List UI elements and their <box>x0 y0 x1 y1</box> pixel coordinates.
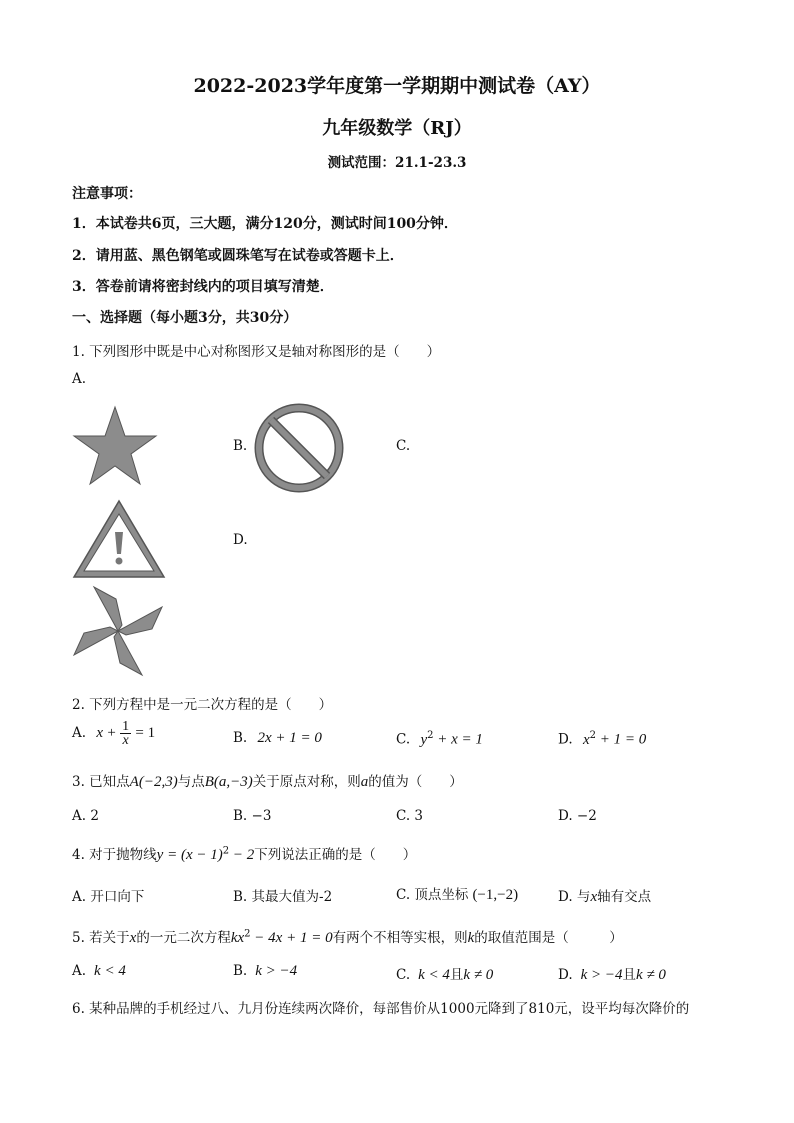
exam-subtitle: 九年级数学（RJ） <box>322 118 472 139</box>
q1-option-a-label: A. <box>72 371 87 387</box>
q2-option-d: D. $x^2 + 1 = 0$ <box>558 730 647 748</box>
q1-stem: 1. 下列图形中既是中心对称图形又是轴对称图形的是（ ） <box>72 344 441 360</box>
q3-option-b: B. −3 <box>233 808 272 824</box>
q5-option-a: A. k < 4 <box>72 963 126 979</box>
test-range: 测试范围：21.1-23.3 <box>327 155 467 171</box>
note-item: 3．答卷前请将密封线内的项目填写清楚． <box>72 279 334 295</box>
q1-option-c-label: C. <box>396 438 411 454</box>
q4-option-a: A. 开口向下 <box>72 889 145 905</box>
q2-stem: 2. 下列方程中是一元二次方程的是（ ） <box>72 697 333 713</box>
q3-option-a: A. 2 <box>72 808 99 824</box>
notes-heading: 注意事项： <box>72 186 142 202</box>
q3-stem: 3. 已知点A(−2,3)与点B(a,−3)关于原点对称，则a的值为（ ） <box>72 774 463 790</box>
note-item: 2．请用蓝、黑色钢笔或圆珠笔写在试卷或答题卡上． <box>72 248 404 264</box>
q2-option-a: A. x + $\frac{1}{x}$ = 1 <box>72 719 156 748</box>
q4-stem: 4. 对于抛物线$y = (x - 1)^2 - 2$下列说法正确的是（ ） <box>72 845 417 863</box>
note-item: 1．本试卷共6页，三大题，满分120分，测试时间100分钟． <box>72 216 458 232</box>
q6-stem: 6. 某种品牌的手机经过八、九月份连续两次降价，每部售价从1000元降到了810元，设平均每次降价的 <box>72 1001 690 1017</box>
section-heading: 一、选择题（每小题3分，共30分） <box>72 310 298 326</box>
star-icon <box>72 405 158 487</box>
q5-option-c: C. k < 4且k ≠ 0 <box>396 967 494 983</box>
warning-triangle-icon <box>71 498 167 580</box>
q1-option-b-label: B. <box>233 438 248 454</box>
q1-option-d-label: D. <box>233 532 248 548</box>
q2-option-b: B. 2x + 1 = 0 <box>233 730 322 746</box>
pinwheel-icon <box>70 585 166 677</box>
q5-stem: 5. 若关于x的一元二次方程$kx^2 - 4x + 1 = 0$有两个不相等实根，则k的取值范围是（ ） <box>72 928 623 946</box>
q5-option-b: B. k > −4 <box>233 963 298 979</box>
q5-option-d: D. k > −4且k ≠ 0 <box>558 967 666 983</box>
q2-option-c: C. $y^2 + x = 1$ <box>396 730 483 748</box>
q4-option-c: C. 顶点坐标 (−1,−2) <box>396 887 519 903</box>
q3-option-d: D. −2 <box>558 808 597 824</box>
q3-option-c: C. 3 <box>396 808 424 824</box>
prohibition-sign-icon <box>253 402 345 494</box>
q4-option-d: D. 与x轴有交点 <box>558 889 652 905</box>
exam-title: 2022-2023学年度第一学期期中测试卷（AY） <box>193 75 601 97</box>
q4-option-b: B. 其最大值为-2 <box>233 889 333 905</box>
